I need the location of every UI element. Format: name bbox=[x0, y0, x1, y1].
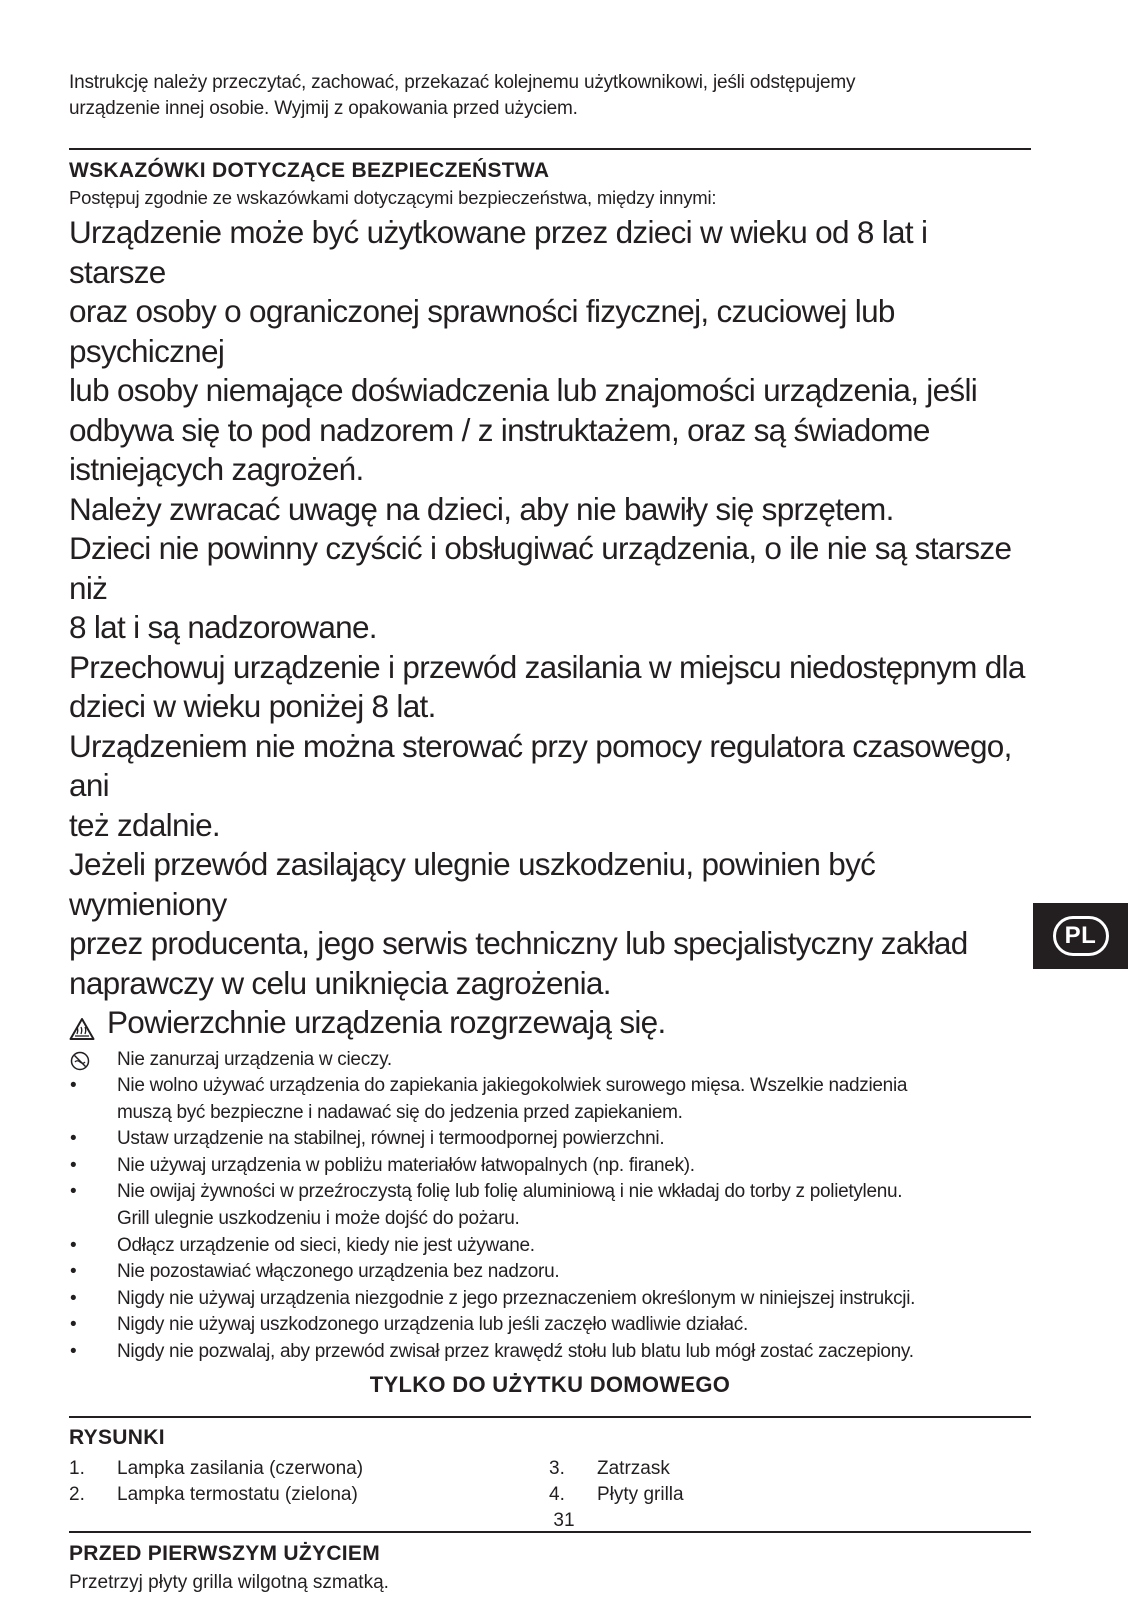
bullet: • bbox=[70, 1287, 77, 1309]
part-label: Płyty grilla bbox=[597, 1484, 684, 1506]
bullet: • bbox=[70, 1261, 77, 1283]
big-line: Przechowuj urządzenie i przewód zasilania w miejscu niedostępnym dla bbox=[69, 648, 1025, 685]
list-item-text: Nigdy nie używaj urządzenia niezgodnie z jego przeznaczeniem określonym w niniejszej instrukcji. bbox=[117, 1287, 916, 1309]
list-item-text: Ustaw urządzenie na stabilnej, równej i termoodpornej powierzchni. bbox=[117, 1128, 665, 1150]
list-item-text: Grill ulegnie uszkodzeniu i może dojść do pożaru. bbox=[117, 1208, 520, 1230]
big-line: Jeżeli przewód zasilający ulegnie uszkodzeniu, powinien być wymieniony bbox=[69, 846, 876, 922]
page-number: 31 bbox=[553, 1510, 575, 1531]
intro-line-1: Instrukcję należy przeczytać, zachować, przekazać kolejnemu użytkownikowi, jeśli odstępujemy bbox=[69, 72, 856, 93]
list-item bbox=[69, 1286, 1031, 1313]
figures-heading: RYSUNKI bbox=[69, 1425, 165, 1449]
first-use-heading: PRZED PIERWSZYM UŻYCIEM bbox=[69, 1541, 381, 1565]
bullet: • bbox=[70, 1341, 77, 1363]
list-item bbox=[69, 1047, 1031, 1074]
big-line: odbywa się to pod nadzorem / z instruktażem, oraz są świadome bbox=[69, 411, 930, 448]
part-label: Lampka termostatu (zielona) bbox=[117, 1484, 358, 1506]
bullet: • bbox=[70, 1128, 77, 1150]
parts-list bbox=[69, 1456, 1031, 1509]
list-item bbox=[69, 1179, 1031, 1232]
part-label: Zatrzask bbox=[597, 1457, 670, 1479]
intro-line-2: urządzenie innej osobie. Wyjmij z opakowania przed użyciem. bbox=[69, 98, 578, 119]
list-item-text: Odłącz urządzenie od sieci, kiedy nie jest używane. bbox=[117, 1234, 535, 1256]
big-line: Dzieci nie powinny czyścić i obsługiwać urządzenia, o ile nie są starsze niż bbox=[69, 530, 1012, 606]
big-line: też zdalnie. bbox=[69, 806, 220, 843]
divider bbox=[69, 148, 1031, 150]
part-number: 2. bbox=[69, 1484, 85, 1506]
list-item bbox=[69, 1126, 1031, 1153]
language-code: PL bbox=[1053, 916, 1109, 956]
hot-surface-warning-text: Powierzchnie urządzenia rozgrzewają się. bbox=[107, 1004, 666, 1040]
big-line: Należy zwracać uwagę na dzieci, aby nie bawiły się sprzętem. bbox=[69, 490, 894, 527]
bullet: • bbox=[70, 1075, 77, 1097]
list-item-text: Nie owijaj żywności w przeźroczystą folię lub folię aluminiową i nie wkładaj do torby z polietylenu. bbox=[117, 1181, 903, 1203]
big-line: dzieci w wieku poniżej 8 lat. bbox=[69, 688, 436, 724]
safety-heading: WSKAZÓWKI DOTYCZĄCE BEZPIECZEŃSTWA bbox=[69, 159, 550, 182]
bullet: • bbox=[70, 1181, 77, 1203]
list-item bbox=[69, 1312, 1031, 1339]
list-item-text: Nie wolno używać urządzenia do zapiekania jakiegokolwiek surowego mięsa. Wszelkie nadzienia bbox=[117, 1075, 908, 1097]
big-line: Urządzeniem nie można sterować przy pomocy regulatora czasowego, ani bbox=[69, 727, 1012, 803]
list-item bbox=[69, 1259, 1031, 1286]
list-item-text: Nie zanurzaj urządzenia w cieczy. bbox=[117, 1048, 392, 1070]
bullet: • bbox=[70, 1314, 77, 1336]
part-item bbox=[549, 1482, 1029, 1509]
part-number: 3. bbox=[549, 1457, 565, 1479]
list-item-text: Nie używaj urządzenia w pobliżu materiałów łatwopalnych (np. firanek). bbox=[117, 1154, 695, 1176]
list-item bbox=[69, 1073, 1031, 1126]
big-line: przez producenta, jego serwis techniczny lub specjalistyczny zakład bbox=[69, 925, 968, 961]
big-line: 8 lat i są nadzorowane. bbox=[69, 609, 377, 645]
safety-main-text bbox=[69, 213, 1031, 1043]
language-badge bbox=[1033, 903, 1128, 969]
list-item-text: Nigdy nie pozwalaj, aby przewód zwisał przez krawędź stołu lub blatu lub mógł zostać zaczepiony. bbox=[117, 1341, 914, 1363]
list-item bbox=[69, 1153, 1031, 1180]
big-line: istniejących zagrożeń. bbox=[69, 451, 364, 487]
no-immersion-icon bbox=[69, 1051, 90, 1071]
bullet: • bbox=[70, 1234, 77, 1256]
divider bbox=[69, 1416, 1031, 1418]
part-number: 4. bbox=[549, 1484, 565, 1506]
list-item bbox=[69, 1339, 1031, 1366]
safety-subheading: Postępuj zgodnie ze wskazówkami dotyczącymi bezpieczeństwa, między innymi: bbox=[69, 187, 717, 208]
part-item bbox=[69, 1456, 549, 1483]
intro-text bbox=[69, 70, 1031, 122]
safety-bullet-list bbox=[69, 1047, 1031, 1366]
bullet: • bbox=[70, 1154, 77, 1176]
part-number: 1. bbox=[69, 1457, 85, 1479]
manual-page bbox=[69, 70, 1031, 1596]
big-line: lub osoby niemające doświadczenia lub znajomości urządzenia, jeśli bbox=[69, 372, 978, 408]
big-line: oraz osoby o ograniczonej sprawności fizycznej, czuciowej lub psychicznej bbox=[69, 293, 895, 369]
list-item-text: muszą być bezpieczne i nadawać się do jedzenia przed zapiekaniem. bbox=[117, 1101, 683, 1123]
household-only-heading: TYLKO DO UŻYTKU DOMOWEGO bbox=[369, 1371, 731, 1397]
part-label: Lampka zasilania (czerwona) bbox=[117, 1457, 364, 1479]
part-item bbox=[549, 1456, 1029, 1483]
hot-surface-warning bbox=[69, 1003, 1031, 1043]
parts-column-right bbox=[549, 1456, 1029, 1509]
warning-triangle-icon bbox=[69, 1011, 95, 1035]
list-item-text: Nigdy nie używaj uszkodzonego urządzenia lub jeśli zaczęło wadliwie działać. bbox=[117, 1314, 748, 1336]
big-line: naprawczy w celu uniknięcia zagrożenia. bbox=[69, 964, 611, 1001]
list-item-text: Nie pozostawiać włączonego urządzenia bez nadzoru. bbox=[117, 1261, 560, 1283]
parts-column-left bbox=[69, 1456, 549, 1509]
list-item bbox=[69, 1233, 1031, 1260]
part-item bbox=[69, 1482, 549, 1509]
big-line: Urządzenie może być użytkowane przez dzieci w wieku od 8 lat i starsze bbox=[69, 214, 928, 290]
first-use-text: Przetrzyj płyty grilla wilgotną szmatką. bbox=[69, 1571, 389, 1593]
